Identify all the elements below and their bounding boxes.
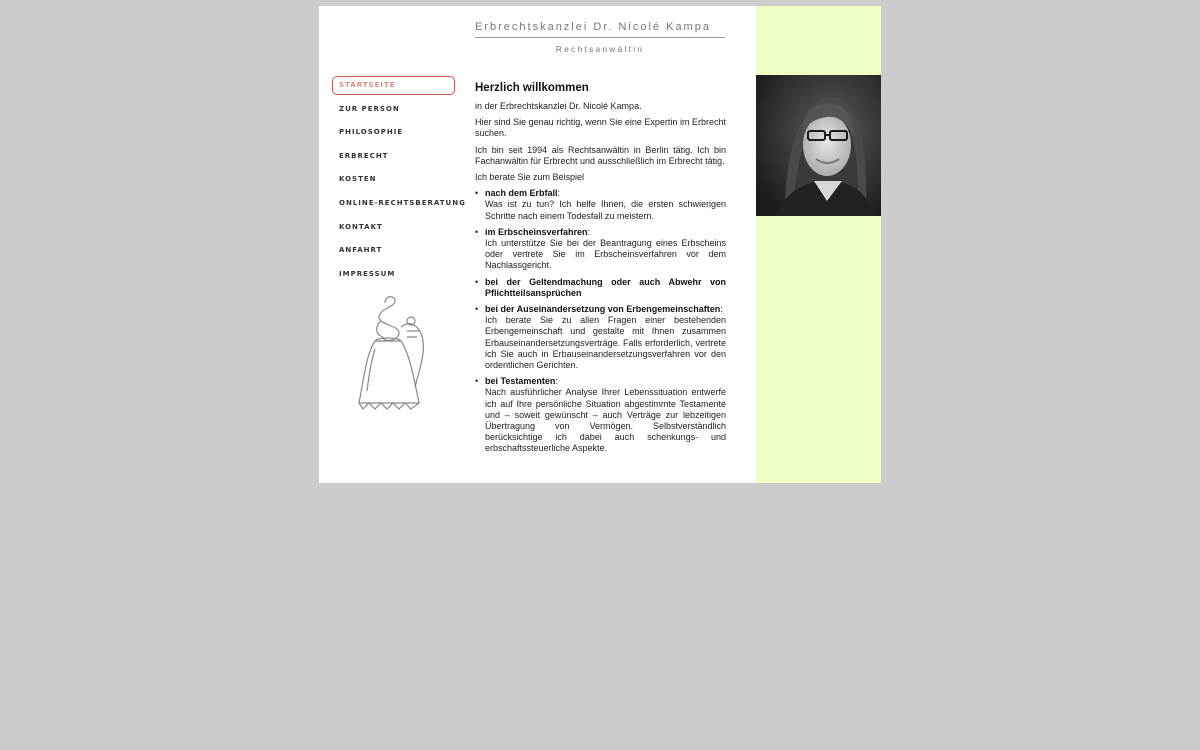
nav-item-impressum[interactable]: IMPRESSUM: [339, 269, 396, 278]
page-heading: Herzlich willkommen: [475, 82, 589, 94]
list-item-text: Was ist zu tun? Ich helfe Ihnen, die ersten schwierigen Schritte nach einem Todesfall zu meistern.: [485, 199, 726, 221]
list-item-suffix: :: [587, 226, 591, 237]
intro-paragraph: Ich berate Sie zum Beispiel: [475, 172, 585, 183]
portrait-photo: [756, 75, 881, 216]
intro-paragraph: Ich bin seit 1994 als Rechtsanwältin in Berlin tätig. Ich bin Fachanwältin für Erbrecht und ausschließlich im Erbrecht tätig.: [475, 144, 726, 166]
list-item: [475, 188, 726, 222]
nav-item-philosophie[interactable]: PHILOSOPHIE: [339, 128, 404, 137]
list-item-title: bei der Geltendmachung oder auch Abwehr von Pflichtteilsansprüchen: [485, 276, 726, 298]
nav-item-anfahrt[interactable]: ANFAHRT: [339, 246, 383, 255]
list-item-title: nach dem Erbfall: [485, 188, 558, 199]
nav-item-zur-person[interactable]: ZUR PERSON: [339, 104, 400, 113]
site-subtitle: Rechtsanwältin: [555, 44, 645, 54]
list-item-title: im Erbscheinsverfahren: [485, 226, 588, 237]
list-item: [475, 277, 726, 299]
main-content: [475, 81, 726, 460]
paragraph-justice-figure-emblem-icon: [349, 291, 429, 416]
nav-item-kosten[interactable]: KOSTEN: [339, 175, 377, 184]
list-item-text: Ich berate Sie zu allen Fragen einer bestehenden Erbengemeinschaft und gestalte mit Ihnen zusammen Erbauseinandersetzungsverträge. Falls erforderlich, vertrete ich Sie auch in Erbauseinandersetzungsverfahren vor den ordentlichen Gerichten.: [485, 315, 726, 371]
list-item-suffix: :: [557, 188, 561, 199]
list-item-text: Nach ausführlicher Analyse Ihrer Lebenssituation entwerfe ich auf Ihre persönliche Situation abgestimmte Testamente und – soweit gewünscht – auch Verträge zur lebzeitigen Übertragung von Vermögen. Selbstverständlich berücksichtige ich dabei auch schenkungs- und erbschaftssteuerliche Aspekte.: [485, 387, 726, 454]
service-list: [475, 188, 726, 454]
main-nav: [332, 76, 466, 288]
intro-paragraph: Hier sind Sie genau richtig, wenn Sie eine Expertin im Erbrecht suchen.: [475, 117, 726, 139]
nav-item-kontakt[interactable]: KONTAKT: [339, 222, 383, 231]
list-item: [475, 227, 726, 272]
nav-item-online-rechtsberatung[interactable]: ONLINE-RECHTSBERATUNG: [339, 198, 466, 207]
site-title: Erbrechtskanzlei Dr. Nicolé Kampa: [475, 21, 711, 33]
nav-item-erbrecht[interactable]: ERBRECHT: [339, 151, 389, 160]
list-item: [475, 376, 726, 454]
nav-item-startseite[interactable]: STARTSEITE: [332, 76, 455, 95]
intro-paragraph: in der Erbrechtskanzlei Dr. Nicolé Kampa.: [475, 101, 642, 111]
list-item-title: bei der Auseinandersetzung von Erbengemeinschaften: [485, 304, 721, 315]
header-divider: [475, 37, 725, 38]
list-item-suffix: :: [555, 376, 558, 387]
list-item-title: bei Testamenten: [485, 376, 556, 387]
list-item: [475, 304, 726, 371]
list-item-text: Ich unterstütze Sie bei der Beantragung eines Erbscheins oder vertrete Sie im Erbscheinsverfahren vor dem Nachlassgericht.: [485, 238, 726, 271]
page-container: [319, 6, 881, 483]
list-item-suffix: :: [720, 304, 723, 315]
